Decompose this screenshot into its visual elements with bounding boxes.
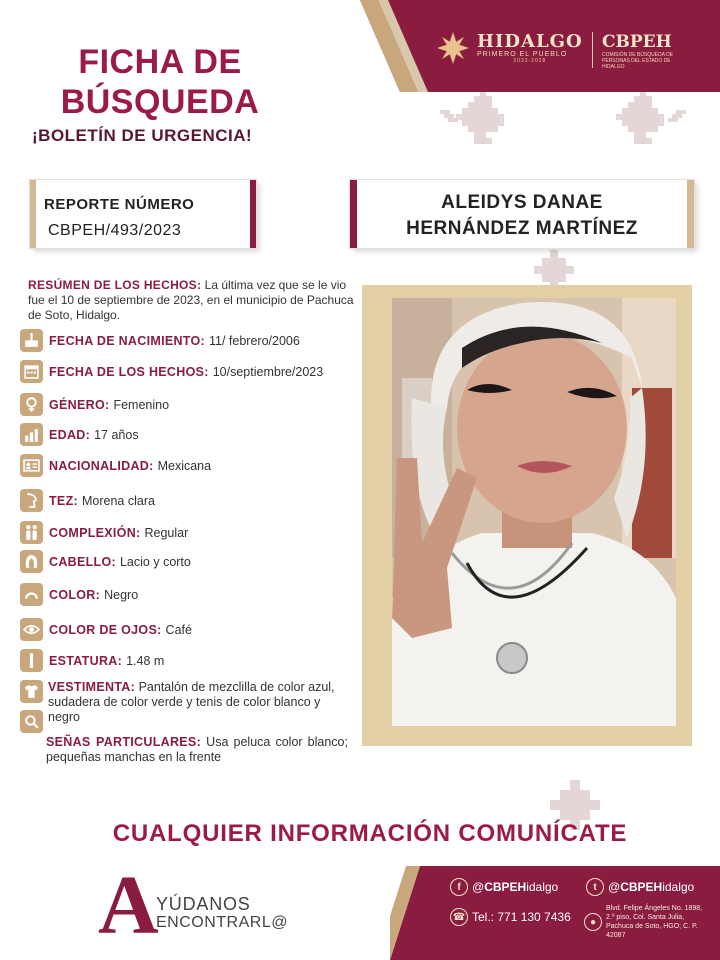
field-gender bbox=[20, 393, 169, 416]
field-eye-color bbox=[20, 618, 192, 641]
magnifier-icon bbox=[20, 710, 43, 733]
state-years: 2022-2028 bbox=[513, 57, 547, 64]
body-icon bbox=[20, 521, 43, 544]
field-age bbox=[20, 423, 139, 446]
clothing-value: Pantalón de mezclilla de color azul, sudadera de color verde y tenis de color blanco y negro bbox=[48, 680, 335, 724]
report-number: CBPEH/493/2023 bbox=[48, 222, 182, 239]
field-value: Lacio y corto bbox=[119, 554, 191, 569]
state-tagline: PRIMERO EL PUEBLO bbox=[477, 50, 568, 58]
twitter-rest: idalgo bbox=[662, 880, 695, 894]
cake-icon bbox=[20, 329, 43, 352]
hair-color-icon bbox=[20, 583, 43, 606]
twitter-prefix: @ bbox=[608, 880, 621, 894]
field-label: COLOR DE OJOS: bbox=[49, 622, 162, 637]
field-value: Femenino bbox=[113, 397, 170, 412]
report-box bbox=[30, 180, 256, 248]
field-label: NACIONALIDAD: bbox=[49, 458, 154, 473]
agency-name: CBPEH bbox=[602, 32, 672, 52]
person-name-line-1: ALEIDYS DANAE bbox=[441, 192, 603, 213]
field-label: FECHA DE LOS HECHOS: bbox=[49, 364, 209, 379]
twitter-contact[interactable] bbox=[586, 878, 694, 896]
field-label: COLOR: bbox=[49, 587, 101, 602]
field-birthdate bbox=[20, 329, 300, 352]
summary-text: La última vez que se le vio fue el 10 de septiembre de 2023, en el municipio de Pachuca de Soto, Hidalgo. bbox=[28, 278, 354, 322]
location-icon: ● bbox=[584, 913, 602, 931]
field-build bbox=[20, 521, 188, 544]
page-title bbox=[50, 42, 270, 122]
hair-icon bbox=[20, 550, 43, 573]
facebook-prefix: @ bbox=[472, 880, 485, 894]
address-text: Blvd. Felipe Ángeles No. 1898, 2.º piso, Col. Santa Julia, Pachuca de Soto, HGO; C. P. 42087 bbox=[606, 905, 703, 939]
address-contact bbox=[584, 904, 706, 940]
name-bar-right bbox=[687, 180, 694, 248]
phone-icon: ☎ bbox=[450, 908, 468, 926]
field-clothing bbox=[20, 680, 342, 725]
agency-full-name: COMISIÓN DE BÚSQUEDA DE PERSONAS DEL ESTADO DE HIDALGO bbox=[602, 52, 674, 70]
facebook-bold: CBPEH bbox=[484, 880, 527, 894]
field-value: 17 años bbox=[94, 427, 139, 442]
field-label: EDAD: bbox=[49, 427, 91, 442]
field-label: COMPLEXIÓN: bbox=[49, 525, 141, 540]
person-photo bbox=[392, 298, 676, 726]
field-hair-color bbox=[20, 583, 138, 606]
agency-logo bbox=[602, 32, 692, 70]
flower-icon bbox=[435, 30, 471, 66]
clothing-label: VESTIMENTA: bbox=[48, 680, 136, 694]
portrait-illustration bbox=[392, 298, 676, 726]
field-value: Morena clara bbox=[81, 493, 155, 508]
twitter-bold: CBPEH bbox=[620, 880, 663, 894]
contact-footer bbox=[400, 866, 720, 960]
height-icon bbox=[20, 649, 43, 672]
field-value: 11/ febrero/2006 bbox=[209, 333, 300, 348]
field-label: GÉNERO: bbox=[49, 397, 110, 412]
field-hair bbox=[20, 550, 191, 573]
help-letter: A bbox=[98, 859, 159, 952]
age-icon bbox=[20, 423, 43, 446]
field-nationality bbox=[20, 454, 211, 477]
field-label: FECHA DE NACIMIENTO: bbox=[49, 333, 205, 348]
report-bar-right bbox=[250, 180, 256, 248]
report-label: REPORTE NÚMERO bbox=[44, 196, 195, 213]
field-value: 10/septiembre/2023 bbox=[212, 364, 324, 379]
report-bar-left bbox=[30, 180, 36, 248]
field-value: Mexicana bbox=[157, 458, 212, 473]
call-to-action: CUALQUIER INFORMACIÓN COMUNÍCATE bbox=[112, 820, 628, 847]
name-bar-left bbox=[350, 180, 357, 248]
title-line-1: FICHA DE bbox=[78, 43, 242, 81]
facebook-rest: idalgo bbox=[526, 880, 559, 894]
field-event-date bbox=[20, 360, 323, 383]
eye-icon bbox=[20, 618, 43, 641]
phone-contact[interactable] bbox=[450, 908, 571, 926]
field-height bbox=[20, 649, 164, 672]
logo-divider bbox=[592, 32, 593, 68]
marks-label: SEÑAS PARTICULARES: bbox=[46, 735, 202, 749]
help-line-1: YÚDANOS bbox=[156, 894, 251, 914]
gender-icon bbox=[20, 393, 43, 416]
id-card-icon bbox=[20, 454, 43, 477]
field-label: TEZ: bbox=[49, 493, 78, 508]
shirt-icon bbox=[20, 680, 43, 703]
state-name: HIDALGO bbox=[477, 30, 583, 52]
field-value: 1.48 m bbox=[126, 653, 165, 668]
facebook-icon: f bbox=[450, 878, 468, 896]
title-line-2: BÚSQUEDA bbox=[60, 83, 260, 121]
phone-number: Tel.: 771 130 7436 bbox=[472, 910, 571, 924]
marks-value: Usa peluca color blanco; pequeñas manchas en la frente bbox=[46, 735, 348, 764]
hidalgo-logo bbox=[435, 30, 583, 66]
twitter-icon: t bbox=[586, 878, 604, 896]
calendar-icon bbox=[20, 360, 43, 383]
summary bbox=[28, 278, 356, 323]
person-name bbox=[360, 190, 684, 242]
field-label: CABELLO: bbox=[49, 554, 116, 569]
help-line-2: ENCONTRARL@ bbox=[156, 914, 288, 931]
person-name-line-2: HERNÁNDEZ MARTÍNEZ bbox=[406, 218, 638, 239]
help-find-logo bbox=[98, 859, 298, 952]
field-label: ESTATURA: bbox=[49, 653, 123, 668]
field-value: Regular bbox=[144, 525, 189, 540]
field-marks bbox=[46, 735, 348, 765]
face-icon bbox=[20, 489, 43, 512]
field-value: Negro bbox=[104, 587, 139, 602]
field-value: Café bbox=[165, 622, 192, 637]
field-skin bbox=[20, 489, 155, 512]
name-box bbox=[350, 180, 694, 248]
facebook-contact[interactable] bbox=[450, 878, 558, 896]
urgency-subtitle: ¡BOLETÍN DE URGENCIA! bbox=[32, 126, 253, 145]
summary-label: RESÚMEN DE LOS HECHOS: bbox=[28, 278, 202, 292]
